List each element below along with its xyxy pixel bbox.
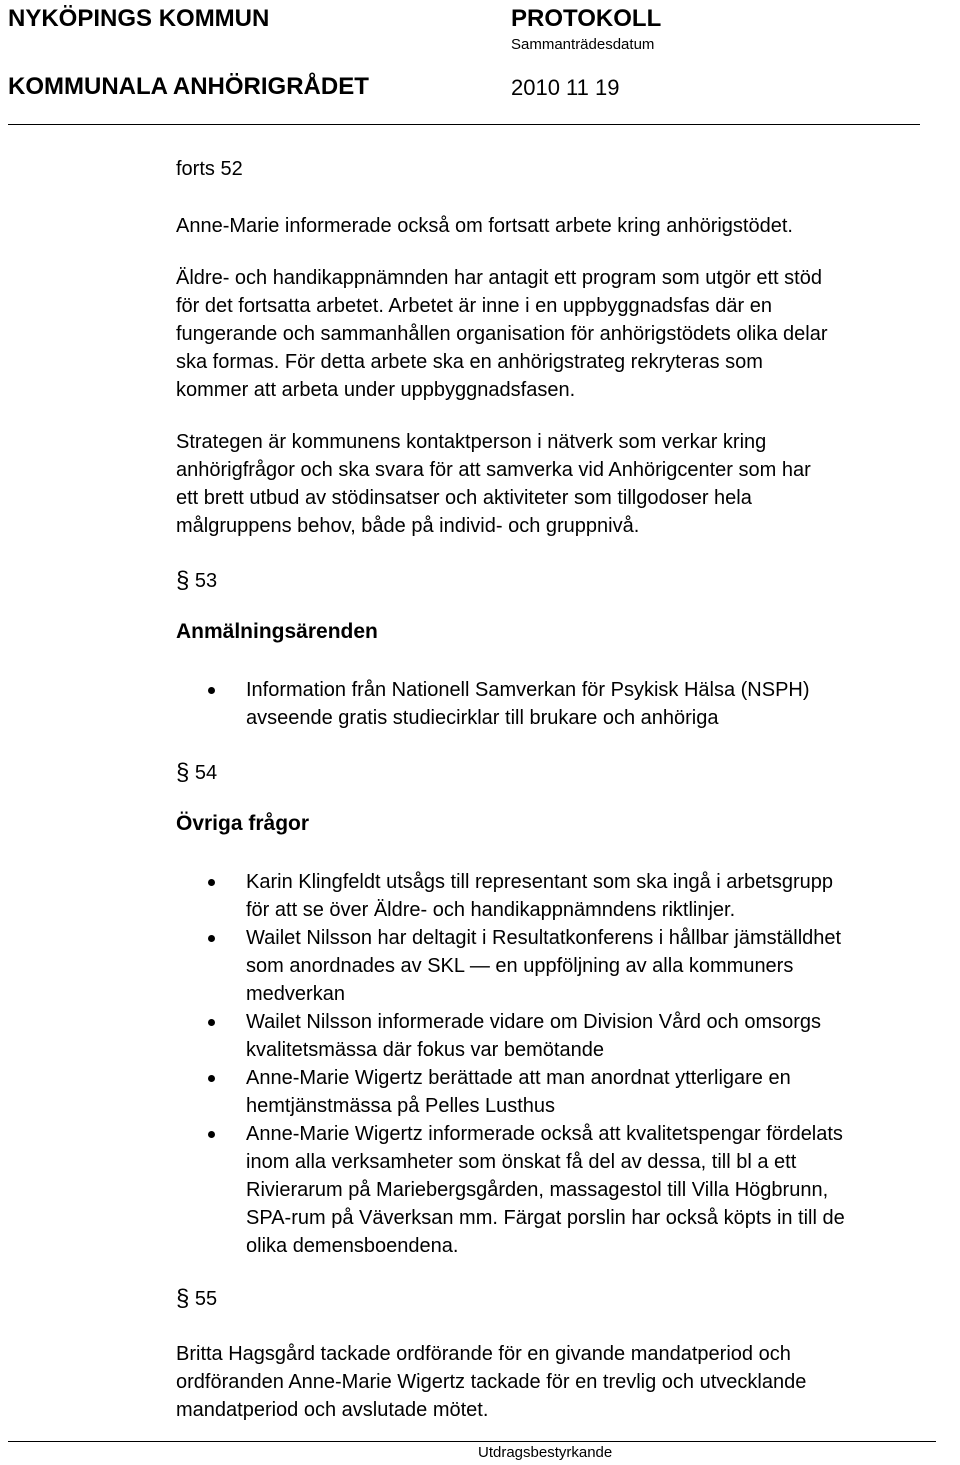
section-number: 54: [194, 762, 218, 784]
text-line: Wailet Nilsson har deltagit i Resultatkonferens i hållbar jämställdhet: [246, 927, 842, 949]
text-line: Äldre- och handikappnämnden har antagit ett program som utgör ett stöd: [176, 267, 822, 289]
section-sign: §: [176, 759, 190, 786]
council-name: KOMMUNALA ANHÖRIGRÅDET: [8, 73, 369, 100]
section-sign: §: [176, 1285, 190, 1312]
text-line: mandatperiod och avslutade mötet.: [176, 1399, 489, 1421]
section-ref-text: forts 52: [176, 158, 243, 180]
text-line: medverkan: [246, 983, 345, 1005]
section-54-bullets: [0, 868, 845, 1260]
bullet-icon: [208, 687, 215, 694]
header-rule: [8, 124, 920, 125]
bullet-icon: [208, 879, 215, 886]
text-line: olika demensboendena.: [246, 1235, 459, 1257]
section-53-bullets: [0, 676, 810, 732]
text-line: Anne-Marie Wigertz berättade att man anordnat ytterligare en: [246, 1067, 791, 1089]
bullet-icon: [208, 935, 215, 942]
text-line: ordföranden Anne-Marie Wigertz tackade för en trevlig och utvecklande: [176, 1371, 807, 1393]
text-line: Anne-Marie Wigertz informerade också att kvalitetspengar fördelats: [246, 1123, 843, 1145]
section-54-title: Övriga frågor: [176, 812, 310, 835]
text-line: avseende gratis studiecirklar till brukare och anhöriga: [246, 707, 719, 729]
intro-paragraph-3: [176, 428, 811, 540]
section-55-paragraph: [176, 1340, 806, 1424]
text-line: Anne-Marie informerade också om fortsatt arbete kring anhörigstödet.: [176, 215, 793, 237]
intro-paragraph-2: [176, 264, 828, 404]
text-line: Karin Klingfeldt utsågs till representant som ska ingå i arbetsgrupp: [246, 871, 833, 893]
list-item: [0, 1064, 845, 1120]
section-53-title: Anmälningsärenden: [176, 620, 378, 643]
text-line: ska formas. För detta arbete ska en anhörigstrateg rekryteras som: [176, 351, 763, 373]
footer-rule: [8, 1441, 936, 1442]
text-line: Britta Hagsgård tackade ordförande för en givande mandatperiod och: [176, 1343, 791, 1365]
text-line: inom alla verksamheter som önskat få del av dessa, till bl a ett: [246, 1151, 797, 1173]
municipality-name: NYKÖPINGS KOMMUN: [8, 5, 270, 32]
list-item: [0, 1008, 845, 1064]
intro-paragraph-1: [176, 212, 793, 240]
list-item: [0, 1120, 845, 1260]
text-line: för det fortsatta arbetet. Arbetet är inne i en uppbyggnadsfas där en: [176, 295, 772, 317]
section-54-number: [176, 758, 217, 786]
list-item: [0, 676, 810, 732]
text-line: målgruppens behov, både på individ- och gruppnivå.: [176, 515, 640, 537]
text-line: Information från Nationell Samverkan för Psykisk Hälsa (NSPH): [246, 679, 810, 701]
meeting-date: 2010 11 19: [511, 75, 620, 100]
list-item: [0, 868, 845, 924]
text-line: fungerande och sammanhållen organisation för anhörigstödets olika delar: [176, 323, 828, 345]
list-item: [0, 924, 845, 1008]
text-line: som anordnades av SKL — en uppföljning av alla kommuners: [246, 955, 794, 977]
text-line: SPA-rum på Väverksan mm. Färgat porslin har också köpts in till de: [246, 1207, 845, 1229]
section-55-number: [176, 1284, 217, 1312]
text-line: ett brett utbud av stödinsatser och aktiviteter som tillgodoser hela: [176, 487, 752, 509]
section-53-number: [176, 566, 217, 594]
date-label: Sammanträdesdatum: [511, 36, 655, 53]
text-line: för att se över Äldre- och handikappnämndens riktlinjer.: [246, 899, 736, 921]
bullet-icon: [208, 1131, 215, 1138]
document-type: PROTOKOLL: [511, 5, 662, 32]
section-ref-52: [176, 158, 243, 181]
bullet-icon: [208, 1019, 215, 1026]
bullet-icon: [208, 1075, 215, 1082]
text-line: Strategen är kommunens kontaktperson i nätverk som verkar kring: [176, 431, 767, 453]
text-line: kvalitetsmässa där fokus var bemötande: [246, 1039, 604, 1061]
text-line: kommer att arbeta under uppbyggnadsfasen.: [176, 379, 576, 401]
footer-label: Utdragsbestyrkande: [478, 1444, 613, 1461]
text-line: anhörigfrågor och ska svara för att samverka vid Anhörigcenter som har: [176, 459, 811, 481]
section-number: 53: [194, 570, 218, 592]
text-line: Rivierarum på Mariebergsgården, massagestol till Villa Högbrunn,: [246, 1179, 829, 1201]
section-sign: §: [176, 567, 190, 594]
text-line: Wailet Nilsson informerade vidare om Division Vård och omsorgs: [246, 1011, 822, 1033]
text-line: hemtjänstmässa på Pelles Lusthus: [246, 1095, 556, 1117]
section-number: 55: [194, 1288, 218, 1310]
